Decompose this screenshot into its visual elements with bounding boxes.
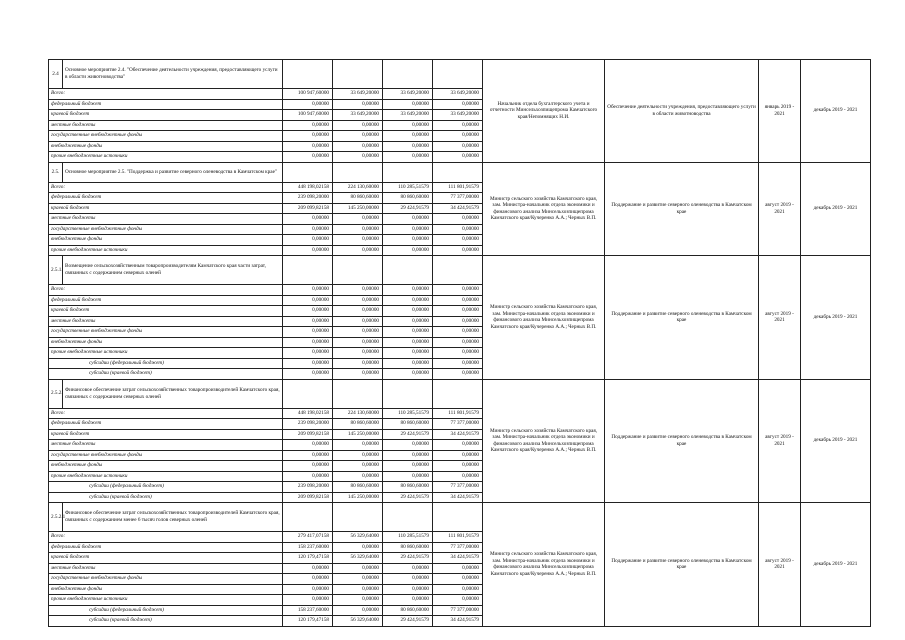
amount-cell: 0,00000 [333, 141, 383, 152]
amount-cell: 0,00000 [433, 99, 483, 110]
amount-cell: 0,00000 [383, 245, 433, 256]
amount-cell: 0,00000 [333, 152, 383, 163]
amount-cell: 80 860,60000 [333, 482, 383, 493]
funding-source-label: государственные внебюджетные фонды [49, 131, 283, 142]
amount-cell: 0,00000 [333, 337, 383, 348]
amount-cell: 0,00000 [433, 214, 483, 225]
amount-cell: 0,00000 [433, 337, 483, 348]
activity-code: 2.5.2. [49, 379, 63, 408]
start-period: январь 2019 - 2021 [759, 60, 801, 163]
amount-cell: 0,00000 [283, 99, 333, 110]
subsidy-label: субсидии (краевой бюджет) [49, 616, 283, 627]
block-header-row [49, 503, 871, 532]
empty-cell [333, 256, 383, 285]
amount-cell: 0,00000 [433, 316, 483, 327]
activity-code: 2.5. [49, 162, 63, 182]
amount-cell: 0,00000 [383, 348, 433, 359]
funding-source-label: федеральный бюджет [49, 295, 283, 306]
funding-source-label: государственные внебюджетные фонды [49, 224, 283, 235]
amount-cell: 34 424,91579 [433, 553, 483, 564]
empty-cell [433, 162, 483, 182]
amount-cell: 0,00000 [383, 358, 433, 369]
funding-source-label: Всего: [49, 89, 283, 100]
amount-cell: 0,00000 [333, 285, 383, 296]
amount-cell: 0,00000 [383, 99, 433, 110]
empty-cell [283, 379, 333, 408]
amount-cell: 0,00000 [333, 131, 383, 142]
activity-code: 2.4 [49, 60, 63, 89]
amount-cell: 0,00000 [383, 316, 433, 327]
amount-cell: 77 377,00000 [433, 605, 483, 616]
amount-cell: 0,00000 [333, 214, 383, 225]
amount-cell: 33 649,20000 [333, 89, 383, 100]
amount-cell: 0,00000 [283, 358, 333, 369]
funding-source-label: местные бюджеты [49, 440, 283, 451]
amount-cell: 0,00000 [433, 440, 483, 451]
amount-cell: 0,00000 [333, 574, 383, 585]
funding-source-label: внебюджетные фонды [49, 461, 283, 472]
amount-cell: 0,00000 [283, 584, 333, 595]
amount-cell: 34 424,91579 [433, 429, 483, 440]
start-period: август 2019 - 2021 [759, 503, 801, 627]
expected-result: Поддержание и развитие северного оленеводства в Камчатском крае [605, 503, 759, 627]
amount-cell: 0,00000 [433, 235, 483, 246]
funding-source-label: прочие внебюджетные источники [49, 595, 283, 606]
empty-cell [433, 379, 483, 408]
amount-cell: 120 179,47158 [283, 553, 333, 564]
funding-source-label: местные бюджеты [49, 214, 283, 225]
amount-cell: 0,00000 [383, 120, 433, 131]
amount-cell: 0,00000 [283, 369, 333, 380]
funding-source-label: федеральный бюджет [49, 99, 283, 110]
funding-source-label: краевой бюджет [49, 203, 283, 214]
amount-cell: 29 424,91579 [383, 203, 433, 214]
empty-cell [333, 60, 383, 89]
amount-cell: 209 099,82158 [283, 492, 333, 503]
end-period: декабрь 2019 - 2021 [801, 162, 871, 256]
activity-title: Основное мероприятие 2.5. "Поддержка и развитие северного оленеводства в Камчатском крае" [63, 162, 283, 182]
amount-cell: 111 801,91579 [433, 408, 483, 419]
amount-cell: 0,00000 [283, 120, 333, 131]
amount-cell: 0,00000 [383, 563, 433, 574]
empty-cell [333, 379, 383, 408]
amount-cell: 80 860,60000 [383, 605, 433, 616]
amount-cell: 0,00000 [283, 348, 333, 359]
subsidy-label: субсидии (федеральный бюджет) [49, 605, 283, 616]
amount-cell: 145 250,00000 [333, 429, 383, 440]
amount-cell: 0,00000 [283, 440, 333, 451]
activity-title: Финансовое обеспечение затрат сельскохозяйственных товаропроизводителей Камчатского края, связанных с содержанием менее 6 тысяч голов северных оленей [63, 503, 283, 532]
amount-cell: 0,00000 [283, 327, 333, 338]
amount-cell: 0,00000 [333, 461, 383, 472]
amount-cell: 0,00000 [383, 450, 433, 461]
amount-cell: 0,00000 [433, 295, 483, 306]
funding-source-label: местные бюджеты [49, 316, 283, 327]
block-header-row [49, 162, 871, 182]
expected-result: Поддержание и развитие северного оленеводства в Камчатском крае [605, 379, 759, 503]
funding-source-label: внебюджетные фонды [49, 141, 283, 152]
amount-cell: 100 947,60000 [283, 89, 333, 100]
amount-cell: 0,00000 [333, 563, 383, 574]
amount-cell: 239 098,20000 [283, 193, 333, 204]
amount-cell: 0,00000 [383, 369, 433, 380]
amount-cell: 0,00000 [433, 348, 483, 359]
amount-cell: 120 179,47158 [283, 616, 333, 627]
empty-cell [283, 256, 333, 285]
amount-cell: 0,00000 [283, 285, 333, 296]
amount-cell: 0,00000 [433, 285, 483, 296]
amount-cell: 0,00000 [433, 461, 483, 472]
amount-cell: 34 424,91579 [433, 616, 483, 627]
subsidy-label: субсидии (краевой бюджет) [49, 369, 283, 380]
amount-cell: 34 424,91579 [433, 492, 483, 503]
funding-source-label: прочие внебюджетные источники [49, 471, 283, 482]
amount-cell: 110 285,51579 [383, 532, 433, 543]
empty-cell [433, 60, 483, 89]
amount-cell: 0,00000 [333, 542, 383, 553]
empty-cell [383, 256, 433, 285]
amount-cell: 0,00000 [383, 440, 433, 451]
funding-source-label: федеральный бюджет [49, 193, 283, 204]
responsible-executor: Министр сельского хозяйства Камчатского края, зам. Министра-начальник отдела экономики и финансового анализа Минсельхозпищепрома Камчатского края/Кучеренко А.А.; Черных В.П. [483, 162, 605, 256]
amount-cell: 0,00000 [283, 214, 333, 225]
funding-source-label: федеральный бюджет [49, 419, 283, 430]
amount-cell: 0,00000 [283, 595, 333, 606]
amount-cell: 0,00000 [383, 306, 433, 317]
amount-cell: 0,00000 [333, 348, 383, 359]
amount-cell: 0,00000 [383, 574, 433, 585]
amount-cell: 239 098,20000 [283, 419, 333, 430]
amount-cell: 0,00000 [333, 316, 383, 327]
start-period: август 2019 - 2021 [759, 162, 801, 256]
funding-source-label: государственные внебюджетные фонды [49, 327, 283, 338]
amount-cell: 0,00000 [333, 295, 383, 306]
amount-cell: 33 649,20000 [433, 110, 483, 121]
activity-title: Возмещение сельскохозяйственным товаропроизводителям Камчатского края части затрат, связанных с содержанием северных оленей [63, 256, 283, 285]
amount-cell: 111 801,91579 [433, 182, 483, 193]
program-table [48, 59, 870, 627]
funding-source-label: Всего: [49, 408, 283, 419]
amount-cell: 80 860,60000 [333, 193, 383, 204]
amount-cell: 77 377,00000 [433, 482, 483, 493]
amount-cell: 56 329,64000 [333, 616, 383, 627]
subsidy-label: субсидии (федеральный бюджет) [49, 482, 283, 493]
end-period: декабрь 2019 - 2021 [801, 256, 871, 380]
amount-cell: 33 649,20000 [383, 110, 433, 121]
funding-source-label: прочие внебюджетные источники [49, 245, 283, 256]
amount-cell: 33 649,20000 [433, 89, 483, 100]
amount-cell: 145 250,00000 [333, 203, 383, 214]
amount-cell: 0,00000 [383, 595, 433, 606]
amount-cell: 0,00000 [383, 214, 433, 225]
amount-cell: 0,00000 [433, 224, 483, 235]
amount-cell: 80 860,60000 [383, 193, 433, 204]
start-period: август 2019 - 2021 [759, 379, 801, 503]
activity-code: 2.5.2.1 [49, 503, 63, 532]
amount-cell: 33 649,20000 [333, 110, 383, 121]
activities-table [48, 59, 871, 627]
amount-cell: 0,00000 [333, 584, 383, 595]
amount-cell: 0,00000 [333, 306, 383, 317]
funding-source-label: внебюджетные фонды [49, 584, 283, 595]
amount-cell: 0,00000 [333, 245, 383, 256]
end-period: декабрь 2019 - 2021 [801, 379, 871, 503]
amount-cell: 0,00000 [383, 141, 433, 152]
amount-cell: 0,00000 [433, 120, 483, 131]
funding-source-label: государственные внебюджетные фонды [49, 574, 283, 585]
responsible-executor: Министр сельского хозяйства Камчатского края, зам. Министра-начальник отдела экономики и финансового анализа Минсельхозпищепрома Камчатского края/Кучеренко А.А.; Черных В.П. [483, 379, 605, 503]
amount-cell: 209 099,82158 [283, 203, 333, 214]
amount-cell: 209 099,82158 [283, 429, 333, 440]
amount-cell: 158 237,60000 [283, 605, 333, 616]
amount-cell: 0,00000 [333, 120, 383, 131]
amount-cell: 0,00000 [283, 450, 333, 461]
amount-cell: 0,00000 [283, 245, 333, 256]
empty-cell [433, 256, 483, 285]
amount-cell: 0,00000 [433, 327, 483, 338]
amount-cell: 34 424,91579 [433, 203, 483, 214]
expected-result: Обеспечение деятельности учреждения, предоставляющего услуги в области животноводства [605, 60, 759, 163]
subsidy-label: субсидии (краевой бюджет) [49, 492, 283, 503]
funding-source-label: федеральный бюджет [49, 542, 283, 553]
amount-cell: 110 285,51579 [383, 408, 433, 419]
funding-source-label: Всего: [49, 182, 283, 193]
amount-cell: 145 250,00000 [333, 492, 383, 503]
activity-title: Финансовое обеспечение затрат сельскохозяйственных товаропроизводителей Камчатского края, связанных с содержанием северных оленей [63, 379, 283, 408]
amount-cell: 111 801,91579 [433, 532, 483, 543]
funding-source-label: внебюджетные фонды [49, 337, 283, 348]
funding-source-label: прочие внебюджетные источники [49, 348, 283, 359]
funding-source-label: местные бюджеты [49, 120, 283, 131]
activity-title: Основное мероприятие 2.4. "Обеспечение деятельности учреждения, предоставляющего услуги в области животноводства" [63, 60, 283, 89]
amount-cell: 0,00000 [333, 327, 383, 338]
amount-cell: 0,00000 [383, 471, 433, 482]
empty-cell [283, 503, 333, 532]
empty-cell [383, 162, 433, 182]
amount-cell: 224 130,60000 [333, 408, 383, 419]
amount-cell: 110 285,51579 [383, 182, 433, 193]
funding-source-label: краевой бюджет [49, 429, 283, 440]
amount-cell: 224 130,60000 [333, 182, 383, 193]
empty-cell [383, 379, 433, 408]
amount-cell: 0,00000 [333, 224, 383, 235]
subsidy-label: субсидии (федеральный бюджет) [49, 358, 283, 369]
amount-cell: 0,00000 [333, 440, 383, 451]
amount-cell: 0,00000 [383, 131, 433, 142]
funding-source-label: прочие внебюджетные источники [49, 152, 283, 163]
end-period: декабрь 2019 - 2021 [801, 503, 871, 627]
amount-cell: 56 329,64000 [333, 532, 383, 543]
empty-cell [383, 503, 433, 532]
amount-cell: 80 860,60000 [383, 542, 433, 553]
amount-cell: 0,00000 [383, 461, 433, 472]
amount-cell: 0,00000 [283, 235, 333, 246]
block-header-row [49, 379, 871, 408]
amount-cell: 0,00000 [283, 224, 333, 235]
empty-cell [433, 503, 483, 532]
expected-result: Поддержание и развитие северного оленеводства в Камчатском крае [605, 162, 759, 256]
amount-cell: 0,00000 [333, 369, 383, 380]
amount-cell: 80 860,60000 [383, 482, 433, 493]
end-period: декабрь 2019 - 2021 [801, 60, 871, 163]
amount-cell: 158 237,60000 [283, 542, 333, 553]
amount-cell: 29 424,91579 [383, 492, 433, 503]
amount-cell: 279 417,07158 [283, 532, 333, 543]
amount-cell: 0,00000 [283, 471, 333, 482]
amount-cell: 33 649,20000 [383, 89, 433, 100]
funding-source-label: внебюджетные фонды [49, 235, 283, 246]
amount-cell: 0,00000 [433, 369, 483, 380]
funding-source-label: краевой бюджет [49, 110, 283, 121]
amount-cell: 0,00000 [383, 337, 433, 348]
funding-source-label: Всего: [49, 532, 283, 543]
amount-cell: 0,00000 [383, 295, 433, 306]
amount-cell: 0,00000 [283, 574, 333, 585]
amount-cell: 80 860,60000 [333, 419, 383, 430]
amount-cell: 0,00000 [333, 99, 383, 110]
activity-code: 2.5.1. [49, 256, 63, 285]
empty-cell [283, 162, 333, 182]
expected-result: Поддержание и развитие северного оленеводства в Камчатском крае [605, 256, 759, 380]
amount-cell: 0,00000 [433, 152, 483, 163]
amount-cell: 448 198,02158 [283, 408, 333, 419]
amount-cell: 77 377,00000 [433, 419, 483, 430]
amount-cell: 0,00000 [283, 131, 333, 142]
responsible-executor: Министр сельского хозяйства Камчатского края, зам. Министра-начальник отдела экономики и финансового анализа Минсельхозпищепрома Камчатского края/Кучеренко А.А.; Черных В.П. [483, 256, 605, 380]
amount-cell: 0,00000 [433, 563, 483, 574]
responsible-executor: Начальник отдела бухгалтерского учета и отчетности Минсельхозпищепрома Камчатского края/Непомнящих Н.И. [483, 60, 605, 163]
responsible-executor: Министр сельского хозяйства Камчатского края, зам. Министра-начальник отдела экономики и финансового анализа Минсельхозпищепрома Камчатского края/Кучеренко А.А.; Черных В.П. [483, 503, 605, 627]
amount-cell: 0,00000 [283, 461, 333, 472]
amount-cell: 0,00000 [433, 358, 483, 369]
amount-cell: 0,00000 [333, 450, 383, 461]
amount-cell: 0,00000 [433, 595, 483, 606]
block-header-row [49, 256, 871, 285]
amount-cell: 0,00000 [433, 584, 483, 595]
amount-cell: 0,00000 [433, 471, 483, 482]
amount-cell: 0,00000 [283, 306, 333, 317]
amount-cell: 29 424,91579 [383, 616, 433, 627]
amount-cell: 448 198,02158 [283, 182, 333, 193]
amount-cell: 0,00000 [283, 152, 333, 163]
amount-cell: 0,00000 [283, 295, 333, 306]
amount-cell: 0,00000 [433, 245, 483, 256]
amount-cell: 0,00000 [333, 595, 383, 606]
amount-cell: 0,00000 [433, 450, 483, 461]
amount-cell: 239 098,20000 [283, 482, 333, 493]
amount-cell: 56 329,64000 [333, 553, 383, 564]
funding-source-label: местные бюджеты [49, 563, 283, 574]
amount-cell: 0,00000 [333, 471, 383, 482]
amount-cell: 0,00000 [433, 574, 483, 585]
amount-cell: 0,00000 [333, 605, 383, 616]
funding-source-label: Всего: [49, 285, 283, 296]
amount-cell: 77 377,00000 [433, 193, 483, 204]
amount-cell: 0,00000 [383, 285, 433, 296]
amount-cell: 0,00000 [383, 584, 433, 595]
empty-cell [333, 503, 383, 532]
amount-cell: 77 377,00000 [433, 542, 483, 553]
amount-cell: 0,00000 [283, 141, 333, 152]
amount-cell: 0,00000 [383, 152, 433, 163]
amount-cell: 0,00000 [333, 235, 383, 246]
empty-cell [383, 60, 433, 89]
block-header-row [49, 60, 871, 89]
amount-cell: 0,00000 [333, 358, 383, 369]
start-period: август 2019 - 2021 [759, 256, 801, 380]
funding-source-label: государственные внебюджетные фонды [49, 450, 283, 461]
amount-cell: 0,00000 [283, 316, 333, 327]
amount-cell: 100 947,60000 [283, 110, 333, 121]
amount-cell: 0,00000 [383, 224, 433, 235]
empty-cell [283, 60, 333, 89]
amount-cell: 80 860,60000 [383, 419, 433, 430]
amount-cell: 0,00000 [283, 563, 333, 574]
amount-cell: 0,00000 [383, 235, 433, 246]
amount-cell: 29 424,91579 [383, 429, 433, 440]
amount-cell: 0,00000 [433, 306, 483, 317]
amount-cell: 29 424,91579 [383, 553, 433, 564]
funding-source-label: краевой бюджет [49, 553, 283, 564]
amount-cell: 0,00000 [383, 327, 433, 338]
amount-cell: 0,00000 [433, 141, 483, 152]
funding-source-label: краевой бюджет [49, 306, 283, 317]
amount-cell: 0,00000 [433, 131, 483, 142]
amount-cell: 0,00000 [283, 337, 333, 348]
empty-cell [333, 162, 383, 182]
